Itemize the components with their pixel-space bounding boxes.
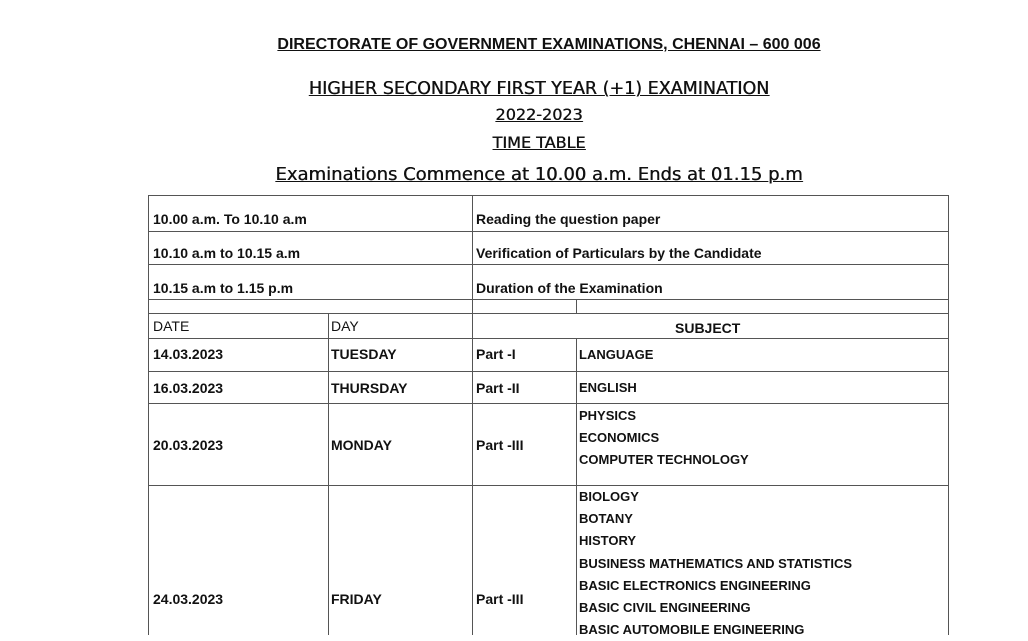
exam-subject: COMPUTER TECHNOLOGY xyxy=(579,452,749,467)
exam-title: HIGHER SECONDARY FIRST YEAR (+1) EXAMINATION xyxy=(308,79,770,99)
exam-subject: HISTORY xyxy=(579,533,637,548)
exam-subject: BASIC CIVIL ENGINEERING xyxy=(579,600,751,615)
directorate-heading: DIRECTORATE OF GOVERNMENT EXAMINATIONS, CHENNAI – 600 006 xyxy=(277,36,821,53)
exam-day: THURSDAY xyxy=(331,380,408,396)
day-column-header: DAY xyxy=(331,318,359,334)
schedule-activity: Verification of Particulars by the Candidate xyxy=(476,245,762,261)
exam-part: Part -I xyxy=(476,346,516,362)
schedule-activity: Duration of the Examination xyxy=(476,280,663,296)
exam-subject: ECONOMICS xyxy=(579,430,660,445)
exam-day: TUESDAY xyxy=(331,346,397,362)
exam-day: FRIDAY xyxy=(331,591,382,607)
exam-subject: BASIC ELECTRONICS ENGINEERING xyxy=(579,578,811,593)
exam-subject: LANGUAGE xyxy=(579,347,654,362)
exam-day: MONDAY xyxy=(331,437,392,453)
exam-subject: BIOLOGY xyxy=(579,489,639,504)
exam-date: 16.03.2023 xyxy=(153,380,224,396)
exam-year: 2022-2023 xyxy=(495,105,583,124)
exam-subject: BOTANY xyxy=(579,511,633,526)
date-column-header: DATE xyxy=(153,318,190,334)
exam-date: 24.03.2023 xyxy=(153,591,224,607)
schedule-time: 10.10 a.m to 10.15 a.m xyxy=(153,245,301,261)
timing-note: Examinations Commence at 10.00 a.m. Ends at 01.15 p.m xyxy=(275,164,803,185)
exam-subject: BUSINESS MATHEMATICS AND STATISTICS xyxy=(579,556,852,571)
exam-subject: PHYSICS xyxy=(579,408,637,423)
timetable xyxy=(148,195,948,635)
exam-subject: ENGLISH xyxy=(579,380,637,395)
exam-date: 14.03.2023 xyxy=(153,346,224,362)
doc-title: TIME TABLE xyxy=(492,133,586,152)
exam-part: Part -II xyxy=(476,380,520,396)
exam-part: Part -III xyxy=(476,437,524,453)
schedule-activity: Reading the question paper xyxy=(476,211,661,227)
schedule-time: 10.00 a.m. To 10.10 a.m xyxy=(153,211,307,227)
exam-subject: BASIC AUTOMOBILE ENGINEERING xyxy=(579,622,805,637)
schedule-time: 10.15 a.m to 1.15 p.m xyxy=(153,280,294,296)
subject-column-header: SUBJECT xyxy=(675,320,741,336)
exam-part: Part -III xyxy=(476,591,524,607)
exam-date: 20.03.2023 xyxy=(153,437,224,453)
